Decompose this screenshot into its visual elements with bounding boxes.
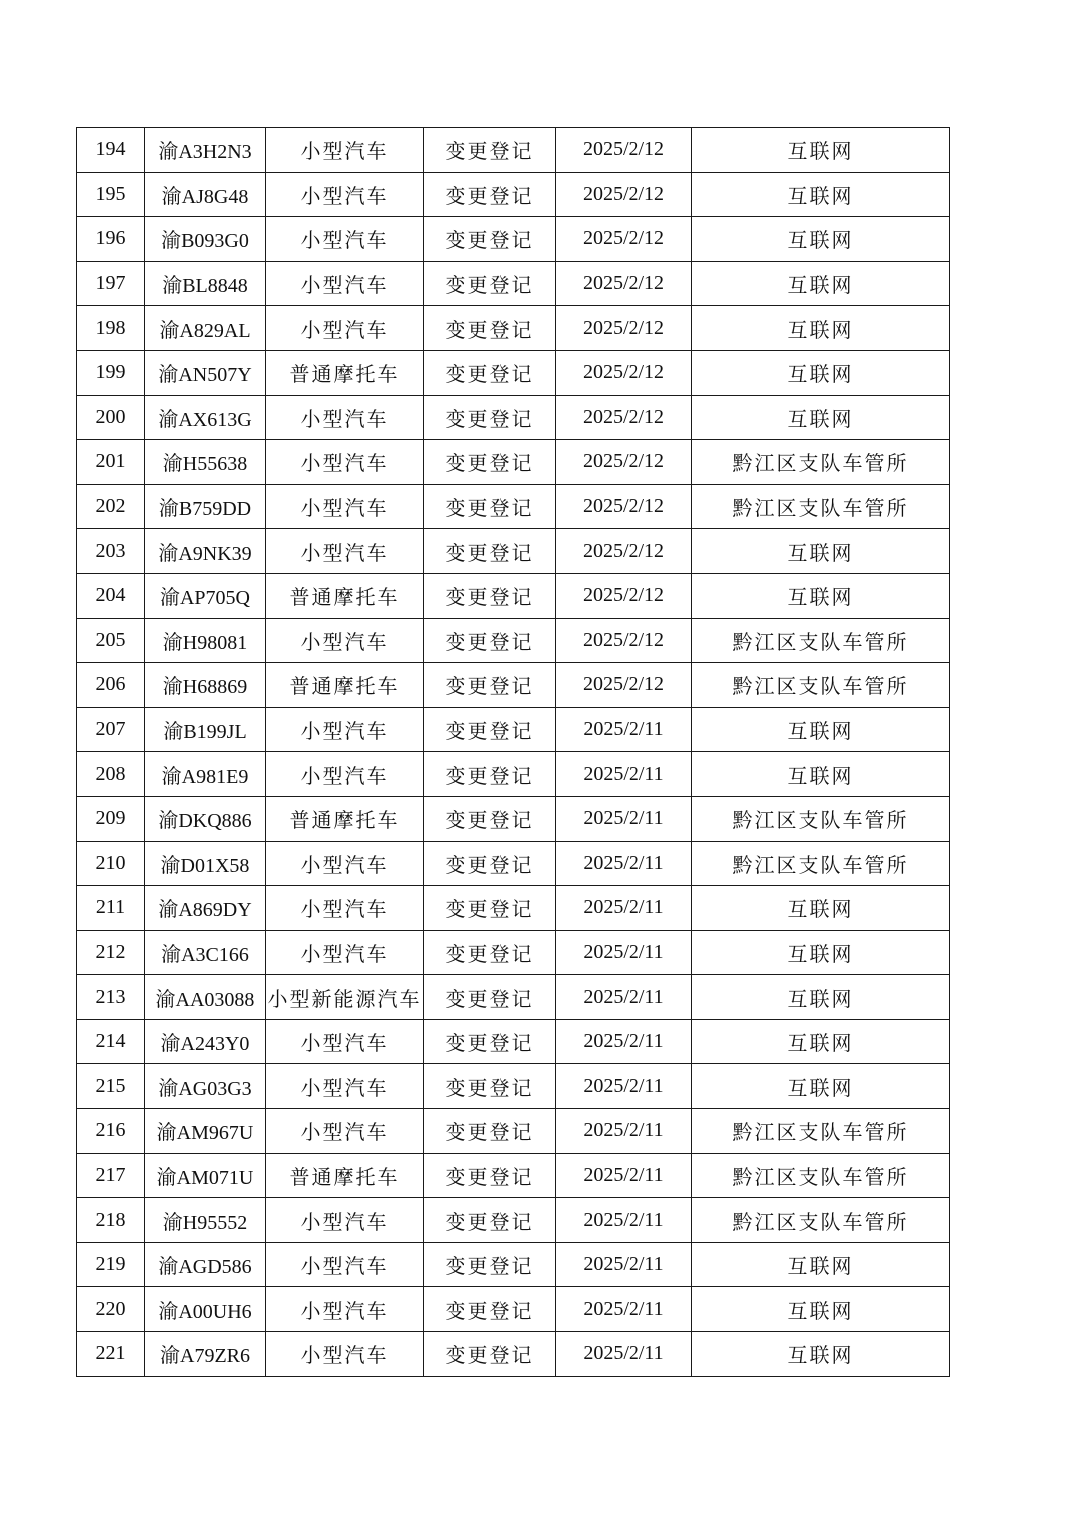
plate-number-cell: 渝B759DD bbox=[145, 484, 266, 529]
date-cell: 2025/2/11 bbox=[556, 1064, 692, 1109]
vehicle-type-cell: 小型汽车 bbox=[266, 1109, 424, 1154]
vehicle-type-cell: 小型汽车 bbox=[266, 1287, 424, 1332]
table-row bbox=[77, 261, 950, 306]
plate-number-cell: 渝D01X58 bbox=[145, 841, 266, 886]
vehicle-type-cell: 小型汽车 bbox=[266, 172, 424, 217]
plate-number-cell: 渝A3H2N3 bbox=[145, 128, 266, 173]
plate-number-cell: 渝A00UH6 bbox=[145, 1287, 266, 1332]
date-cell: 2025/2/12 bbox=[556, 306, 692, 351]
business-type-cell: 变更登记 bbox=[424, 1287, 556, 1332]
table-row bbox=[77, 1019, 950, 1064]
vehicle-type-cell: 小型汽车 bbox=[266, 1332, 424, 1377]
plate-number-cell: 渝A79ZR6 bbox=[145, 1332, 266, 1377]
table-row bbox=[77, 1153, 950, 1198]
vehicle-type-cell: 小型汽车 bbox=[266, 618, 424, 663]
business-type-cell: 变更登记 bbox=[424, 707, 556, 752]
date-cell: 2025/2/12 bbox=[556, 261, 692, 306]
table-row bbox=[77, 930, 950, 975]
office-cell: 互联网 bbox=[692, 1287, 950, 1332]
plate-number-cell: 渝A829AL bbox=[145, 306, 266, 351]
row-number-cell: 204 bbox=[77, 573, 145, 618]
date-cell: 2025/2/11 bbox=[556, 930, 692, 975]
plate-number-cell: 渝AX613G bbox=[145, 395, 266, 440]
row-number-cell: 194 bbox=[77, 128, 145, 173]
business-type-cell: 变更登记 bbox=[424, 573, 556, 618]
vehicle-type-cell: 小型汽车 bbox=[266, 484, 424, 529]
vehicle-type-cell: 小型汽车 bbox=[266, 395, 424, 440]
table-row bbox=[77, 618, 950, 663]
office-cell: 互联网 bbox=[692, 930, 950, 975]
table-row bbox=[77, 1198, 950, 1243]
table-row bbox=[77, 1242, 950, 1287]
vehicle-type-cell: 小型汽车 bbox=[266, 752, 424, 797]
row-number-cell: 202 bbox=[77, 484, 145, 529]
office-cell: 互联网 bbox=[692, 707, 950, 752]
business-type-cell: 变更登记 bbox=[424, 484, 556, 529]
vehicle-type-cell: 小型汽车 bbox=[266, 261, 424, 306]
date-cell: 2025/2/12 bbox=[556, 484, 692, 529]
table-row bbox=[77, 573, 950, 618]
office-cell: 黔江区支队车管所 bbox=[692, 1109, 950, 1154]
row-number-cell: 217 bbox=[77, 1153, 145, 1198]
plate-number-cell: 渝A869DY bbox=[145, 886, 266, 931]
row-number-cell: 199 bbox=[77, 350, 145, 395]
office-cell: 互联网 bbox=[692, 886, 950, 931]
table-row bbox=[77, 841, 950, 886]
date-cell: 2025/2/11 bbox=[556, 1198, 692, 1243]
vehicle-type-cell: 普通摩托车 bbox=[266, 1153, 424, 1198]
date-cell: 2025/2/11 bbox=[556, 707, 692, 752]
vehicle-type-cell: 普通摩托车 bbox=[266, 663, 424, 708]
business-type-cell: 变更登记 bbox=[424, 618, 556, 663]
office-cell: 互联网 bbox=[692, 573, 950, 618]
row-number-cell: 220 bbox=[77, 1287, 145, 1332]
vehicle-type-cell: 小型汽车 bbox=[266, 886, 424, 931]
vehicle-type-cell: 小型汽车 bbox=[266, 1198, 424, 1243]
office-cell: 黔江区支队车管所 bbox=[692, 1153, 950, 1198]
office-cell: 黔江区支队车管所 bbox=[692, 663, 950, 708]
vehicle-type-cell: 小型汽车 bbox=[266, 930, 424, 975]
date-cell: 2025/2/12 bbox=[556, 395, 692, 440]
date-cell: 2025/2/11 bbox=[556, 1287, 692, 1332]
vehicle-type-cell: 小型汽车 bbox=[266, 1019, 424, 1064]
table-row bbox=[77, 752, 950, 797]
row-number-cell: 203 bbox=[77, 529, 145, 574]
plate-number-cell: 渝DKQ886 bbox=[145, 796, 266, 841]
office-cell: 互联网 bbox=[692, 1332, 950, 1377]
vehicle-type-cell: 小型汽车 bbox=[266, 440, 424, 485]
business-type-cell: 变更登记 bbox=[424, 261, 556, 306]
vehicle-type-cell: 小型汽车 bbox=[266, 217, 424, 262]
row-number-cell: 200 bbox=[77, 395, 145, 440]
vehicle-type-cell: 小型汽车 bbox=[266, 306, 424, 351]
vehicle-type-cell: 普通摩托车 bbox=[266, 796, 424, 841]
table-row bbox=[77, 707, 950, 752]
office-cell: 黔江区支队车管所 bbox=[692, 796, 950, 841]
office-cell: 黔江区支队车管所 bbox=[692, 618, 950, 663]
business-type-cell: 变更登记 bbox=[424, 395, 556, 440]
plate-number-cell: 渝A243Y0 bbox=[145, 1019, 266, 1064]
plate-number-cell: 渝AG03G3 bbox=[145, 1064, 266, 1109]
vehicle-type-cell: 小型汽车 bbox=[266, 1064, 424, 1109]
date-cell: 2025/2/12 bbox=[556, 128, 692, 173]
date-cell: 2025/2/11 bbox=[556, 752, 692, 797]
plate-number-cell: 渝H95552 bbox=[145, 1198, 266, 1243]
plate-number-cell: 渝A3C166 bbox=[145, 930, 266, 975]
row-number-cell: 209 bbox=[77, 796, 145, 841]
table-row bbox=[77, 484, 950, 529]
vehicle-type-cell: 小型汽车 bbox=[266, 841, 424, 886]
business-type-cell: 变更登记 bbox=[424, 1332, 556, 1377]
plate-number-cell: 渝H98081 bbox=[145, 618, 266, 663]
plate-number-cell: 渝AM071U bbox=[145, 1153, 266, 1198]
office-cell: 互联网 bbox=[692, 395, 950, 440]
office-cell: 互联网 bbox=[692, 306, 950, 351]
business-type-cell: 变更登记 bbox=[424, 172, 556, 217]
business-type-cell: 变更登记 bbox=[424, 1198, 556, 1243]
office-cell: 黔江区支队车管所 bbox=[692, 1198, 950, 1243]
business-type-cell: 变更登记 bbox=[424, 796, 556, 841]
business-type-cell: 变更登记 bbox=[424, 1153, 556, 1198]
office-cell: 互联网 bbox=[692, 172, 950, 217]
row-number-cell: 215 bbox=[77, 1064, 145, 1109]
table-row bbox=[77, 395, 950, 440]
table-row bbox=[77, 975, 950, 1020]
office-cell: 互联网 bbox=[692, 1064, 950, 1109]
date-cell: 2025/2/12 bbox=[556, 663, 692, 708]
business-type-cell: 变更登记 bbox=[424, 217, 556, 262]
plate-number-cell: 渝AN507Y bbox=[145, 350, 266, 395]
date-cell: 2025/2/11 bbox=[556, 841, 692, 886]
table-row bbox=[77, 1287, 950, 1332]
date-cell: 2025/2/12 bbox=[556, 529, 692, 574]
row-number-cell: 221 bbox=[77, 1332, 145, 1377]
office-cell: 互联网 bbox=[692, 752, 950, 797]
date-cell: 2025/2/12 bbox=[556, 217, 692, 262]
business-type-cell: 变更登记 bbox=[424, 529, 556, 574]
office-cell: 互联网 bbox=[692, 975, 950, 1020]
vehicle-type-cell: 小型汽车 bbox=[266, 1242, 424, 1287]
business-type-cell: 变更登记 bbox=[424, 1019, 556, 1064]
plate-number-cell: 渝H68869 bbox=[145, 663, 266, 708]
table-row bbox=[77, 306, 950, 351]
vehicle-type-cell: 小型汽车 bbox=[266, 529, 424, 574]
plate-number-cell: 渝A981E9 bbox=[145, 752, 266, 797]
office-cell: 黔江区支队车管所 bbox=[692, 484, 950, 529]
row-number-cell: 218 bbox=[77, 1198, 145, 1243]
table-row bbox=[77, 663, 950, 708]
business-type-cell: 变更登记 bbox=[424, 975, 556, 1020]
row-number-cell: 206 bbox=[77, 663, 145, 708]
plate-number-cell: 渝BL8848 bbox=[145, 261, 266, 306]
vehicle-type-cell: 小型新能源汽车 bbox=[266, 975, 424, 1020]
plate-number-cell: 渝B093G0 bbox=[145, 217, 266, 262]
date-cell: 2025/2/12 bbox=[556, 440, 692, 485]
row-number-cell: 211 bbox=[77, 886, 145, 931]
row-number-cell: 207 bbox=[77, 707, 145, 752]
row-number-cell: 213 bbox=[77, 975, 145, 1020]
business-type-cell: 变更登记 bbox=[424, 128, 556, 173]
plate-number-cell: 渝B199JL bbox=[145, 707, 266, 752]
plate-number-cell: 渝H55638 bbox=[145, 440, 266, 485]
vehicle-type-cell: 普通摩托车 bbox=[266, 350, 424, 395]
table-row bbox=[77, 886, 950, 931]
plate-number-cell: 渝AP705Q bbox=[145, 573, 266, 618]
vehicle-type-cell: 普通摩托车 bbox=[266, 573, 424, 618]
office-cell: 互联网 bbox=[692, 350, 950, 395]
date-cell: 2025/2/12 bbox=[556, 172, 692, 217]
row-number-cell: 212 bbox=[77, 930, 145, 975]
business-type-cell: 变更登记 bbox=[424, 1064, 556, 1109]
vehicle-type-cell: 小型汽车 bbox=[266, 128, 424, 173]
date-cell: 2025/2/11 bbox=[556, 1109, 692, 1154]
business-type-cell: 变更登记 bbox=[424, 350, 556, 395]
office-cell: 互联网 bbox=[692, 217, 950, 262]
row-number-cell: 210 bbox=[77, 841, 145, 886]
table-row bbox=[77, 1332, 950, 1377]
plate-number-cell: 渝AA03088 bbox=[145, 975, 266, 1020]
row-number-cell: 198 bbox=[77, 306, 145, 351]
plate-number-cell: 渝AM967U bbox=[145, 1109, 266, 1154]
office-cell: 互联网 bbox=[692, 128, 950, 173]
business-type-cell: 变更登记 bbox=[424, 1109, 556, 1154]
business-type-cell: 变更登记 bbox=[424, 930, 556, 975]
table-row bbox=[77, 440, 950, 485]
row-number-cell: 208 bbox=[77, 752, 145, 797]
table-row bbox=[77, 350, 950, 395]
row-number-cell: 205 bbox=[77, 618, 145, 663]
table-body bbox=[77, 128, 950, 1377]
table-row bbox=[77, 796, 950, 841]
plate-number-cell: 渝A9NK39 bbox=[145, 529, 266, 574]
plate-number-cell: 渝AGD586 bbox=[145, 1242, 266, 1287]
date-cell: 2025/2/11 bbox=[556, 1242, 692, 1287]
office-cell: 黔江区支队车管所 bbox=[692, 841, 950, 886]
table-row bbox=[77, 217, 950, 262]
row-number-cell: 214 bbox=[77, 1019, 145, 1064]
row-number-cell: 195 bbox=[77, 172, 145, 217]
business-type-cell: 变更登记 bbox=[424, 663, 556, 708]
table-row bbox=[77, 1064, 950, 1109]
date-cell: 2025/2/11 bbox=[556, 1153, 692, 1198]
date-cell: 2025/2/11 bbox=[556, 975, 692, 1020]
date-cell: 2025/2/11 bbox=[556, 1019, 692, 1064]
date-cell: 2025/2/12 bbox=[556, 350, 692, 395]
table-row bbox=[77, 529, 950, 574]
business-type-cell: 变更登记 bbox=[424, 886, 556, 931]
row-number-cell: 197 bbox=[77, 261, 145, 306]
office-cell: 互联网 bbox=[692, 1019, 950, 1064]
row-number-cell: 216 bbox=[77, 1109, 145, 1154]
business-type-cell: 变更登记 bbox=[424, 752, 556, 797]
plate-number-cell: 渝AJ8G48 bbox=[145, 172, 266, 217]
business-type-cell: 变更登记 bbox=[424, 841, 556, 886]
business-type-cell: 变更登记 bbox=[424, 306, 556, 351]
business-type-cell: 变更登记 bbox=[424, 440, 556, 485]
date-cell: 2025/2/11 bbox=[556, 1332, 692, 1377]
office-cell: 互联网 bbox=[692, 261, 950, 306]
row-number-cell: 219 bbox=[77, 1242, 145, 1287]
date-cell: 2025/2/11 bbox=[556, 796, 692, 841]
table-row bbox=[77, 128, 950, 173]
table-row bbox=[77, 1109, 950, 1154]
date-cell: 2025/2/12 bbox=[556, 618, 692, 663]
vehicle-type-cell: 小型汽车 bbox=[266, 707, 424, 752]
office-cell: 黔江区支队车管所 bbox=[692, 440, 950, 485]
table-row bbox=[77, 172, 950, 217]
row-number-cell: 196 bbox=[77, 217, 145, 262]
date-cell: 2025/2/11 bbox=[556, 886, 692, 931]
row-number-cell: 201 bbox=[77, 440, 145, 485]
business-type-cell: 变更登记 bbox=[424, 1242, 556, 1287]
office-cell: 互联网 bbox=[692, 529, 950, 574]
office-cell: 互联网 bbox=[692, 1242, 950, 1287]
vehicle-registration-table bbox=[76, 127, 950, 1377]
date-cell: 2025/2/12 bbox=[556, 573, 692, 618]
